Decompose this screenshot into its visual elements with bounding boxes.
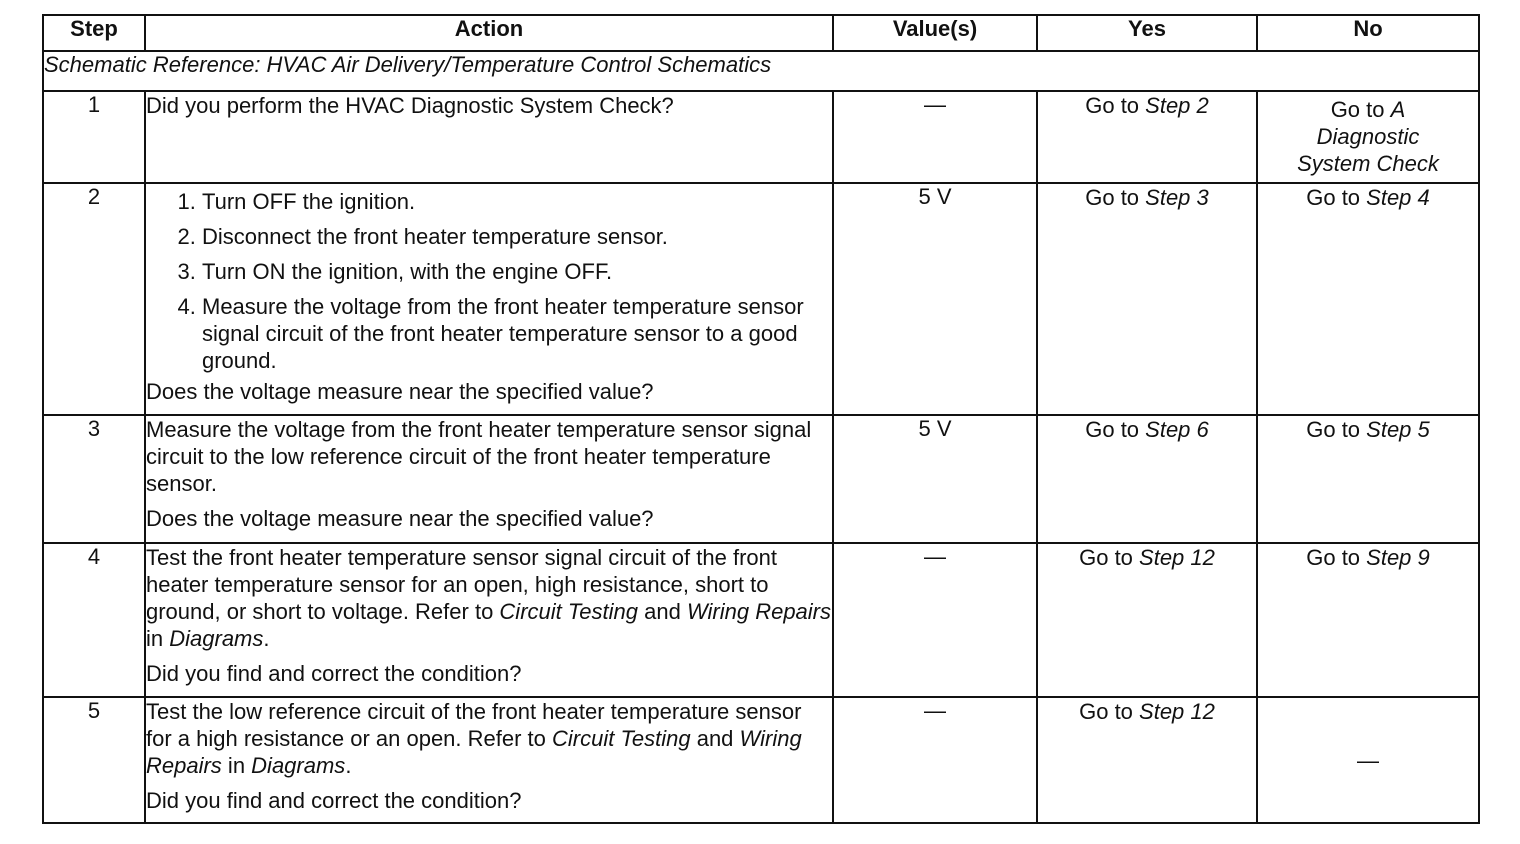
step-number: 1: [43, 91, 145, 183]
table-row: [43, 183, 1479, 415]
no-link-line2[interactable]: Diagnostic: [1316, 124, 1420, 149]
schematic-reference: Schematic Reference: HVAC Air Delivery/Temperature Control Schematics: [43, 51, 1479, 91]
conjunction: and: [690, 726, 740, 751]
ref-wiring-repairs[interactable]: Wiring Repairs: [686, 599, 832, 624]
table-row: [43, 543, 1479, 697]
no-prefix: Go to: [1306, 417, 1367, 442]
header-no: No: [1257, 15, 1479, 51]
step-number: 5: [43, 697, 145, 823]
yes-cell: [1037, 415, 1257, 543]
ref-diagrams[interactable]: Diagrams: [169, 626, 264, 651]
no-cell: [1257, 183, 1479, 415]
substep-item: 2. Disconnect the front heater temperature sensor.: [202, 223, 832, 250]
diagnostic-table: [42, 14, 1480, 824]
no-cell: [1257, 91, 1479, 183]
step-number: 3: [43, 415, 145, 543]
yes-cell: [1037, 91, 1257, 183]
action-question: Did you find and correct the condition?: [146, 788, 522, 813]
preposition: in: [146, 626, 170, 651]
yes-prefix: Go to: [1085, 417, 1146, 442]
no-prefix: Go to: [1306, 185, 1367, 210]
value-cell: —: [833, 91, 1037, 183]
no-cell: [1257, 415, 1479, 543]
ref-diagrams[interactable]: Diagrams: [251, 753, 346, 778]
conjunction: and: [638, 599, 687, 624]
no-cell: —: [1257, 697, 1479, 823]
substep-list: [146, 188, 832, 374]
action-text: [145, 415, 833, 543]
schematic-reference-row: [43, 51, 1479, 91]
value-cell: 5 V: [833, 183, 1037, 415]
header-step: Step: [43, 15, 145, 51]
yes-prefix: Go to: [1085, 185, 1146, 210]
action-instruction: [146, 544, 832, 652]
yes-step-link[interactable]: Step 12: [1139, 699, 1215, 724]
substep-item: 4. Measure the voltage from the front heater temperature sensor signal circuit of the front heater temperature sensor to a good ground.: [202, 293, 832, 374]
action-text: [145, 543, 833, 697]
action-text: [145, 183, 833, 415]
yes-prefix: Go to: [1079, 699, 1140, 724]
no-step-link[interactable]: Step 9: [1366, 545, 1430, 570]
header-action: Action: [145, 15, 833, 51]
header-yes: Yes: [1037, 15, 1257, 51]
action-question: Does the voltage measure near the specified value?: [146, 379, 654, 404]
no-prefix: Go to: [1306, 545, 1367, 570]
substep-item: 3. Turn ON the ignition, with the engine OFF.: [202, 258, 832, 285]
action-question: Does the voltage measure near the specified value?: [146, 506, 654, 531]
yes-prefix: Go to: [1079, 545, 1140, 570]
no-link-line3[interactable]: System Check: [1297, 151, 1439, 176]
ref-circuit-testing[interactable]: Circuit Testing: [499, 599, 638, 624]
yes-cell: [1037, 183, 1257, 415]
action-question: Did you perform the HVAC Diagnostic System Check?: [146, 93, 674, 118]
yes-step-link[interactable]: Step 6: [1145, 417, 1209, 442]
instruction-text: Test the low reference circuit of the front heater temperature sensor for a high resistance or an open. Refer to: [146, 699, 802, 751]
period: .: [263, 626, 270, 651]
yes-step-link[interactable]: Step 2: [1145, 93, 1209, 118]
step-number: 4: [43, 543, 145, 697]
yes-prefix: Go to: [1085, 93, 1146, 118]
action-text: [145, 91, 833, 183]
instruction-text: Test the front heater temperature sensor signal circuit of the front heater temperature sensor for an open, high resistance, short to ground, or short to voltage. Refer to: [146, 545, 777, 624]
no-step-link[interactable]: Step 4: [1366, 185, 1430, 210]
yes-step-link[interactable]: Step 3: [1145, 185, 1209, 210]
yes-cell: [1037, 697, 1257, 823]
action-instruction: Measure the voltage from the front heater temperature sensor signal circuit to the low reference circuit of the front heater temperature sensor.: [146, 417, 812, 496]
value-cell: —: [833, 697, 1037, 823]
action-instruction: [146, 698, 832, 779]
action-text: [145, 697, 833, 823]
period: .: [345, 753, 352, 778]
yes-cell: [1037, 543, 1257, 697]
table-row: [43, 697, 1479, 823]
table-row: [43, 415, 1479, 543]
value-cell: —: [833, 543, 1037, 697]
step-number: 2: [43, 183, 145, 415]
ref-circuit-testing[interactable]: Circuit Testing: [552, 726, 691, 751]
ref-wiring-repairs[interactable]: Wiring Repairs: [146, 726, 802, 778]
no-prefix: Go to: [1330, 97, 1391, 122]
header-row: [43, 15, 1479, 51]
table-row: [43, 91, 1479, 183]
no-step-link[interactable]: Step 5: [1366, 417, 1430, 442]
action-question: Did you find and correct the condition?: [146, 661, 522, 686]
preposition: in: [221, 753, 252, 778]
no-link-line1[interactable]: A: [1390, 97, 1406, 122]
value-cell: 5 V: [833, 415, 1037, 543]
no-cell: [1257, 543, 1479, 697]
substep-item: 1. Turn OFF the ignition.: [202, 188, 832, 215]
yes-step-link[interactable]: Step 12: [1139, 545, 1215, 570]
header-value: Value(s): [833, 15, 1037, 51]
